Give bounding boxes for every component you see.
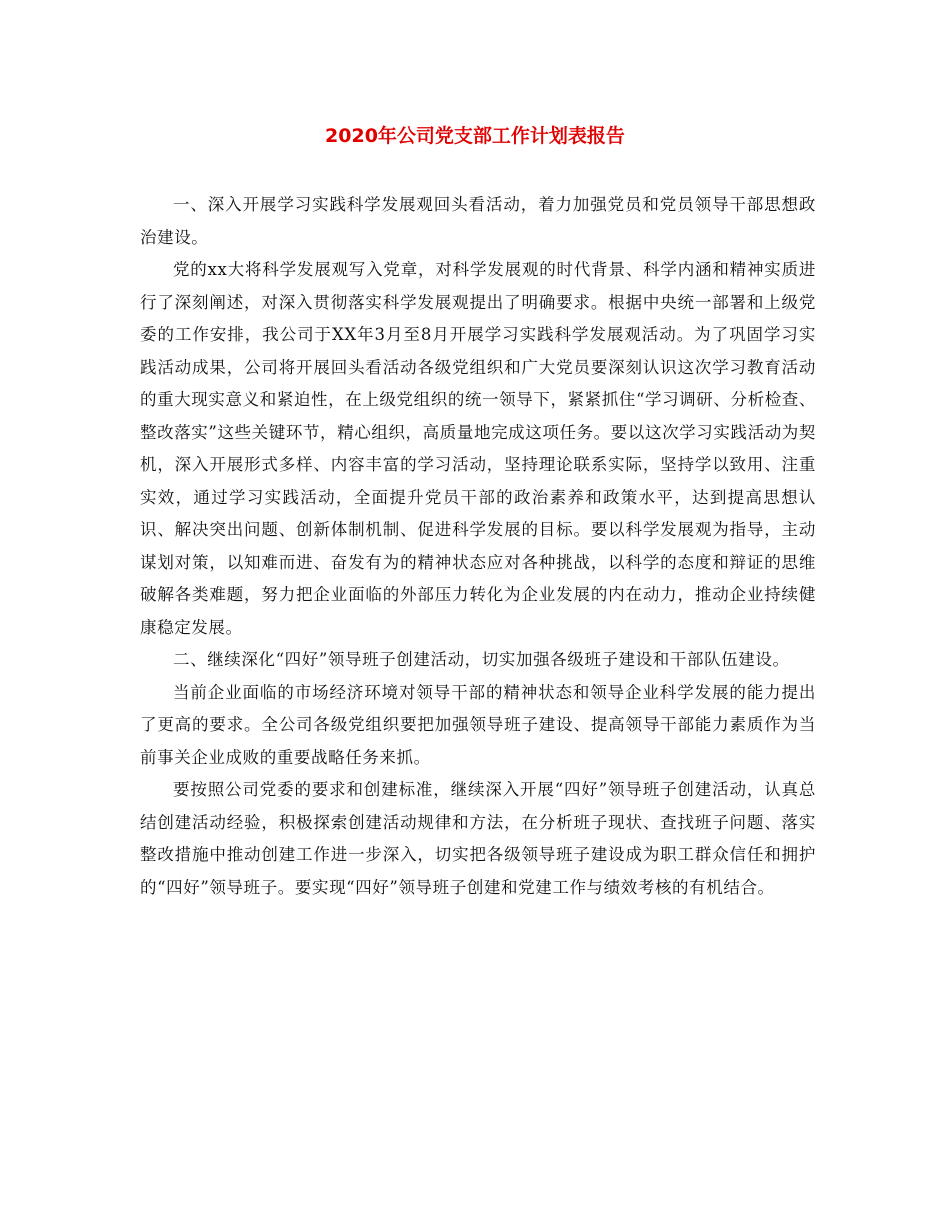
section-heading-1: 一、深入开展学习实践科学发展观回头看活动，着力加强党员和党员领导干部思想政治建设。 — [140, 195, 816, 247]
body-paragraph: 当前企业面临的市场经济环境对领导干部的精神状态和领导企业科学发展的能力提出了更高的要求。全公司各级党组织要把加强领导班子建设、提高领导干部能力素质作为当前事关企业成败的重要战略任务来抓。 — [140, 682, 816, 767]
section-heading-2: 二、继续深化“四好”领导班子创建活动，切实加强各级班子建设和干部队伍建设。 — [173, 650, 790, 669]
body-paragraph: 党的xx大将科学发展观写入党章，对科学发展观的时代背景、科学内涵和精神实质进行了深刻阐述，对深入贯彻落实科学发展观提出了明确要求。根据中央统一部署和上级党委的工作安排，我公司于XX年3月至8月开展学习实践科学发展观活动。为了巩固学习实践活动成果，公司将开展回头看活动各级党组织和广大党员要深刻认识这次学习教育活动的重大现实意义和紧迫性，在上级党组织的统一领导下，紧紧抓住“学习调研、分析检查、整改落实”这些关键环节，精心组织，高质量地完成这项任务。要以这次学习实践活动为契机，深入开展形式多样、内容丰富的学习活动，坚持理论联系实际，坚持学以致用、注重实效，通过学习实践活动，全面提升党员干部的政治素养和政策水平，达到提高思想认识、解决突出问题、创新体制机制、促进科学发展的目标。要以科学发展观为指导，主动谋划对策，以知难而进、奋发有为的精神状态应对各种挑战，以科学的态度和辩证的思维破解各类难题，努力把企业面临的外部压力转化为企业发展的内在动力，推动企业持续健康稳定发展。 — [140, 260, 816, 637]
body-paragraph: 要按照公司党委的要求和创建标准，继续深入开展“四好”领导班子创建活动，认真总结创建活动经验，积极探索创建活动规律和方法，在分析班子现状、查找班子问题、落实整改措施中推动创建工作进一步深入，切实把各级领导班子建设成为职工群众信任和拥护的“四好”领导班子。要实现“四好”领导班子创建和党建工作与绩效考核的有机结合。 — [140, 780, 816, 897]
document-body — [140, 189, 816, 904]
document-title: 2020年公司党支部工作计划表报告 — [325, 125, 625, 147]
